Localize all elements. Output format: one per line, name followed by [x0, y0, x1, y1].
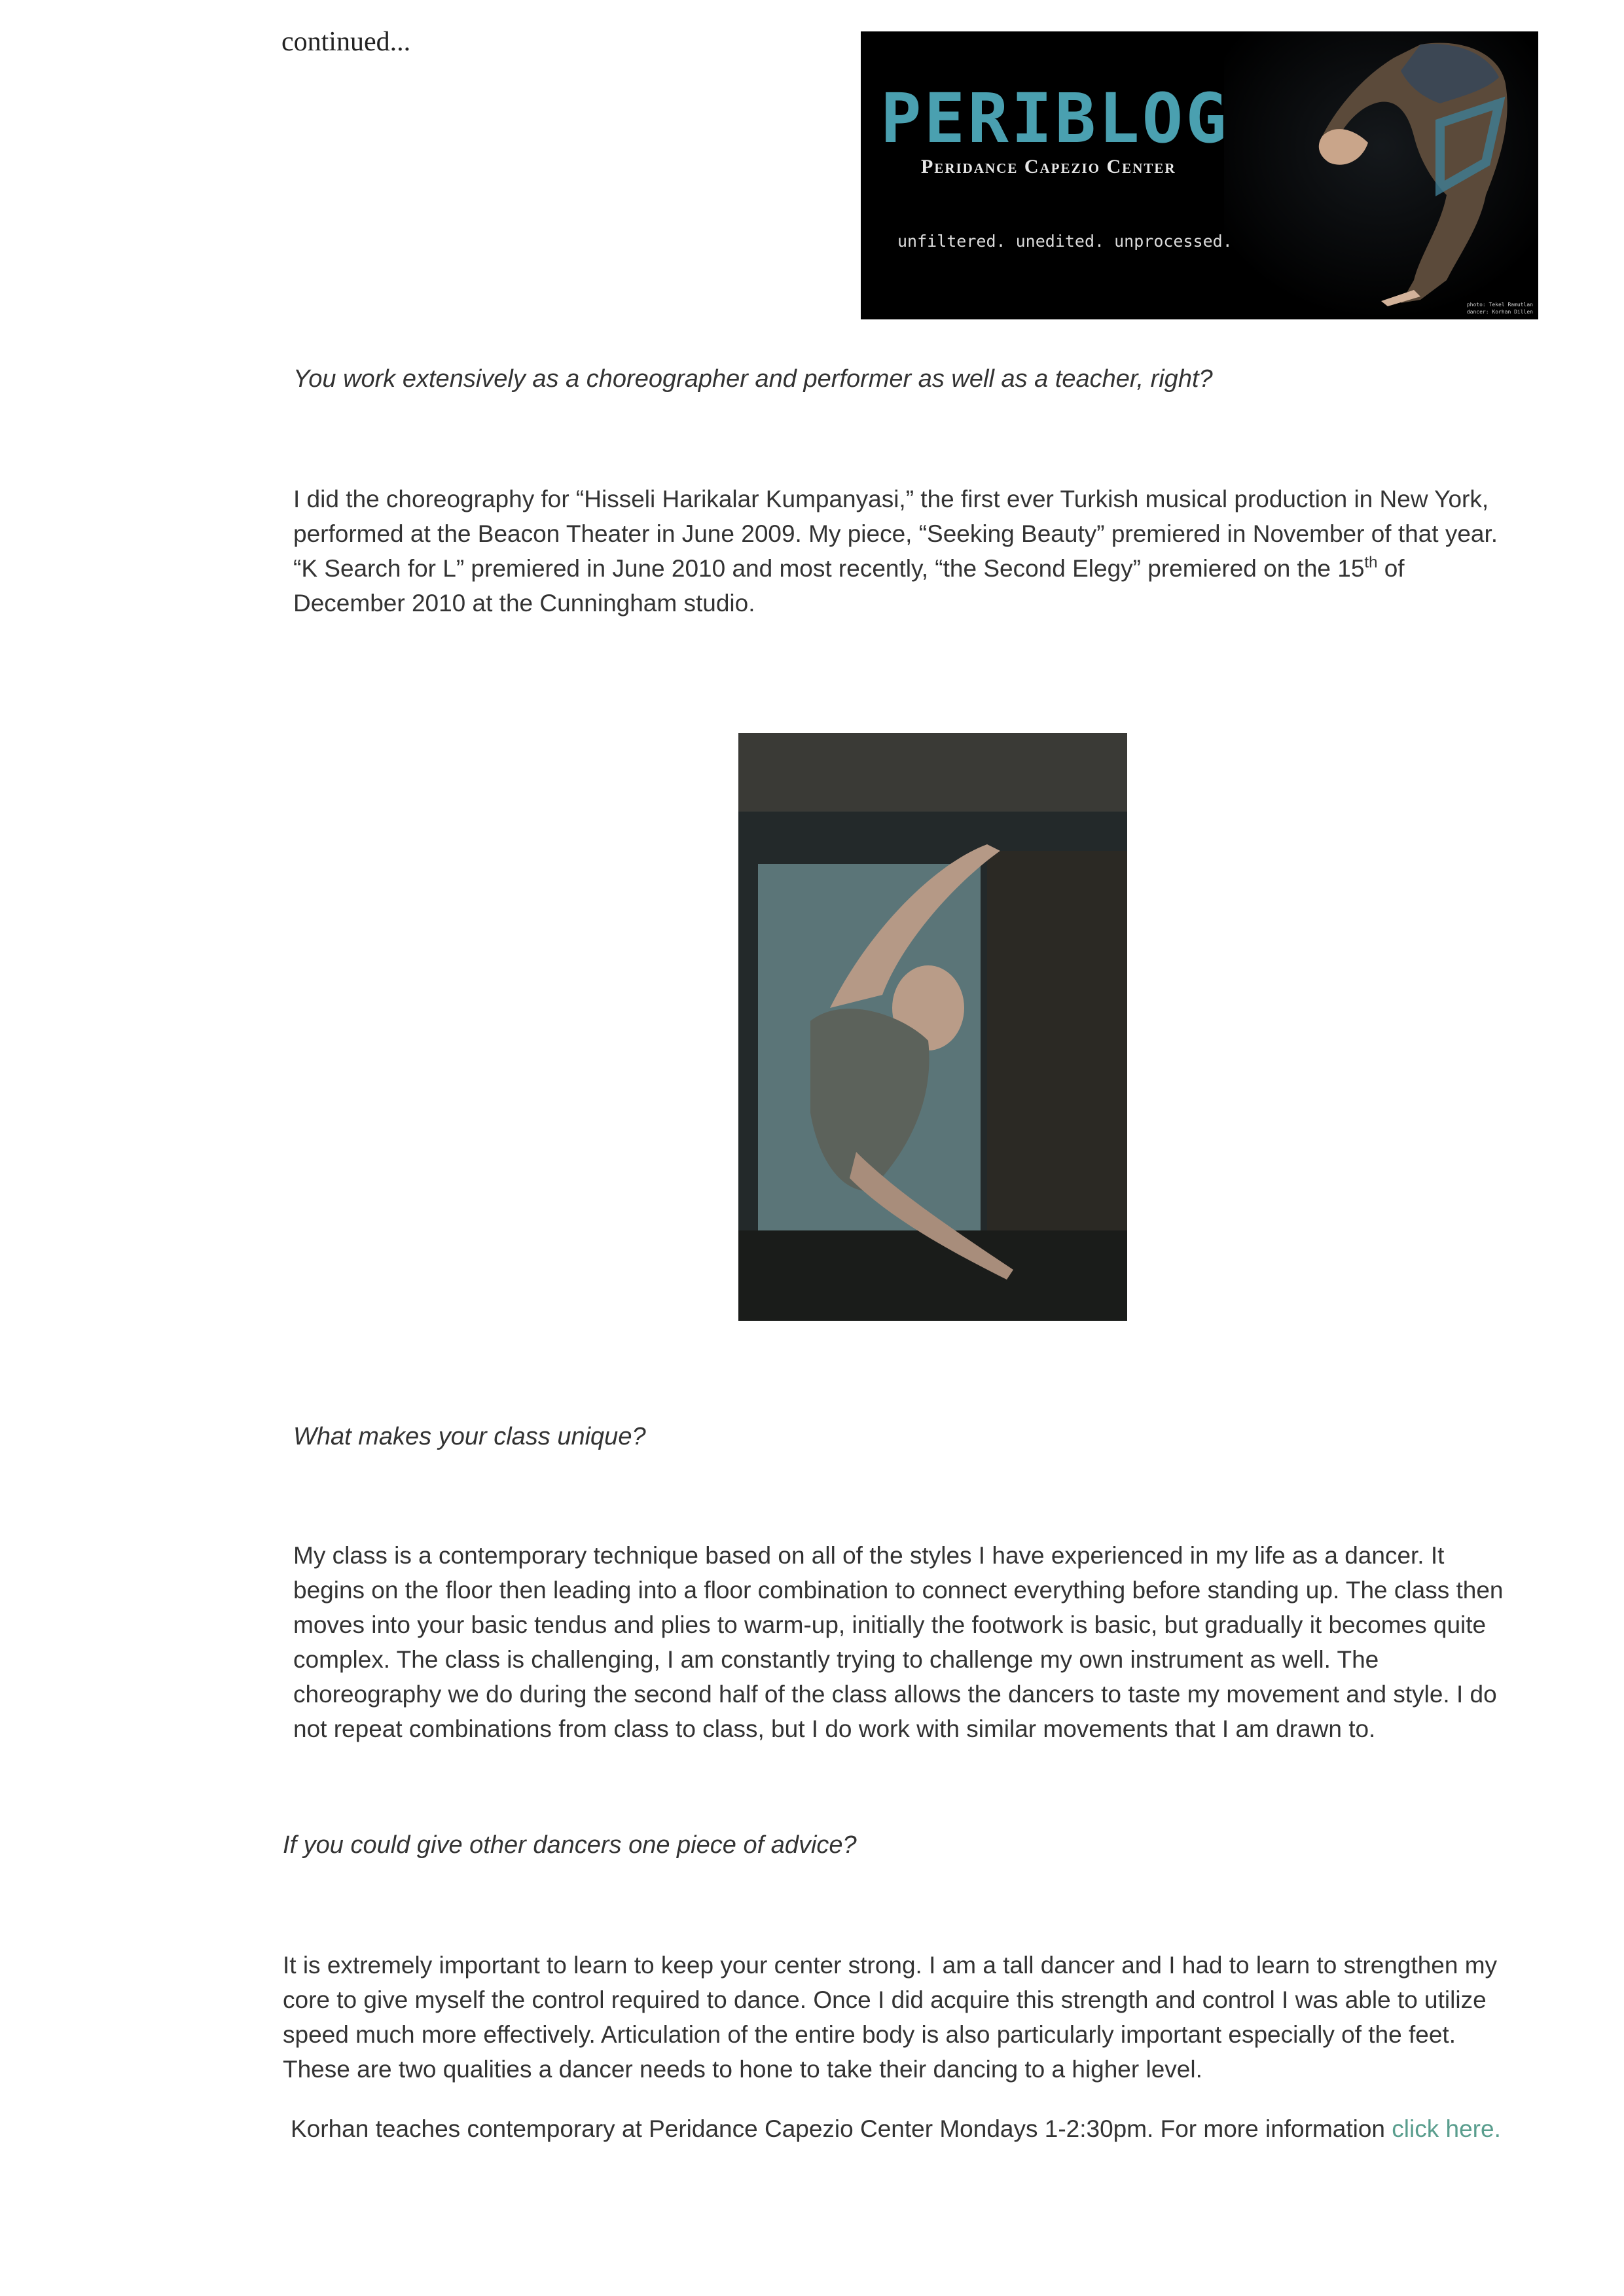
- answer-2-line: complex. The class is challenging, I am constantly trying to challenge my own instrument as well. The: [293, 1646, 1379, 1673]
- answer-3-line: speed much more effectively. Articulation of the entire body is also particularly important especially of the feet.: [283, 2021, 1456, 2048]
- dancer-image-icon: [738, 733, 1127, 1321]
- answer-2-line: choreography we do during the second half of the class allows the dancers to taste my movement and style. I do: [293, 1681, 1497, 1708]
- answer-3-line: These are two qualities a dancer needs to hone to take their dancing to a higher level.: [283, 2056, 1202, 2083]
- banner-title: PERIBLOG: [880, 79, 1229, 158]
- click-here-link[interactable]: click here.: [1392, 2115, 1501, 2142]
- photo-credit: [1467, 301, 1533, 315]
- answer-2-line: begins on the floor then leading into a floor combination to connect everything before standing up. The class then: [293, 1577, 1504, 1604]
- answer-1-line: performed at the Beacon Theater in June 2009. My piece, “Seeking Beauty” premiered in November of that year.: [293, 520, 1498, 547]
- banner-subtitle: Peridance Capezio Center: [921, 156, 1176, 177]
- credit-dancer: dancer: Korhan Dillen: [1466, 309, 1533, 315]
- class-info-line: [291, 2111, 1593, 2146]
- question-1: You work extensively as a choreographer and performer as well as a teacher, right?: [293, 365, 1213, 393]
- dancer-photo-icon: [1224, 31, 1538, 319]
- answer-3-line: It is extremely important to learn to keep your center strong. I am a tall dancer and I had to learn to strengthen my: [283, 1952, 1498, 1979]
- answer-1-text: “K Search for L” premiered in June 2010 and most recently, “the Second Elegy” premiered on the 15: [293, 555, 1365, 582]
- dancer-photo: [738, 733, 1127, 1321]
- answer-3: [283, 1948, 1585, 2087]
- credit-photographer: photo: Tekel Ramutlan: [1466, 302, 1533, 308]
- answer-1-line: I did the choreography for “Hisseli Harikalar Kumpanyasi,” the first ever Turkish musical production in New York,: [293, 486, 1489, 512]
- superscript: th: [1364, 554, 1378, 571]
- answer-2-line: My class is a contemporary technique based on all of the styles I have experienced in my life as a dancer. It: [293, 1542, 1445, 1569]
- class-info: [291, 2111, 1593, 2146]
- answer-2-line: moves into your basic tendus and plies to warm-up, initially the footwork is basic, but gradually it becomes quite: [293, 1611, 1487, 1638]
- answer-1-text: of: [1377, 555, 1405, 582]
- answer-1-line: [293, 551, 1596, 586]
- answer-3-line: core to give myself the control required to dance. Once I did acquire this strength and control I was able to utilize: [283, 1986, 1487, 2013]
- class-info-text: Korhan teaches contemporary at Peridance Capezio Center Mondays 1-2:30pm. For more information: [291, 2115, 1392, 2142]
- question-2: What makes your class unique?: [293, 1423, 646, 1450]
- banner-tagline: unfiltered. unedited. unprocessed.: [897, 232, 1233, 251]
- answer-2: [293, 1538, 1596, 1746]
- continued-label: continued...: [281, 27, 411, 57]
- answer-2-line: not repeat combinations from class to class, but I do work with similar movements that I am drawn to.: [293, 1715, 1376, 1742]
- periblog-banner: [861, 31, 1538, 319]
- question-3: If you could give other dancers one piece of advice?: [283, 1831, 857, 1859]
- answer-1: [293, 482, 1596, 620]
- answer-1-line: December 2010 at the Cunningham studio.: [293, 590, 755, 617]
